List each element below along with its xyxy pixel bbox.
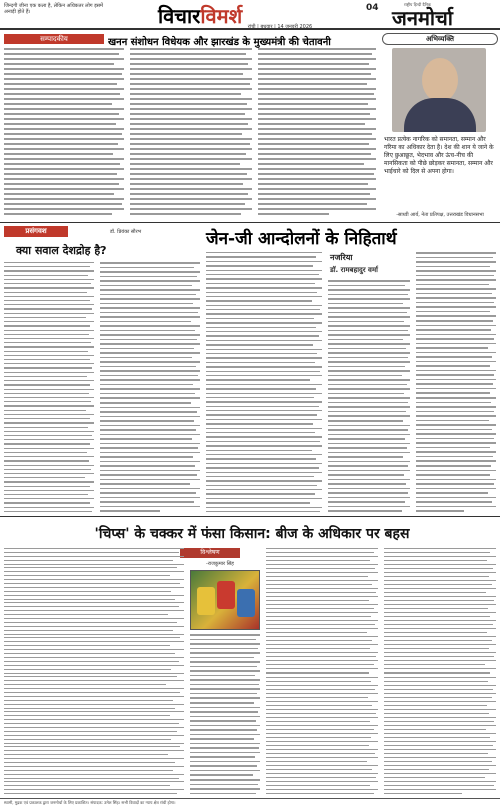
portrait-body	[404, 98, 476, 132]
dateline: रांची | बुधवार | 14 जनवरी 2026	[247, 24, 313, 30]
bottom-column-4	[384, 548, 496, 794]
genz-column-3	[416, 252, 496, 512]
bottom-column-3	[266, 548, 378, 794]
section-title-part-1: विचार	[158, 4, 201, 28]
prasang-label: प्रसंगवश	[4, 226, 68, 237]
section-title-part-2: विमर्श	[200, 4, 243, 28]
sidebar-quote-author: -साध्वी आर्य, नेता प्रतिपक्ष, उत्तराखंड विधानसभा	[396, 212, 484, 218]
genz-headline: जेन-जी आन्दोलनों के निहितार्थ	[206, 229, 397, 249]
chips-photo	[190, 570, 260, 630]
prasang-headline: क्या सवाल देशद्रोह है?	[16, 244, 107, 257]
prasang-column-1	[4, 262, 94, 512]
chips-packet	[237, 589, 255, 617]
page-number: 04	[366, 3, 379, 13]
genz-byline: डॉ. रामबहादुर वर्मा	[330, 266, 378, 274]
chips-packet	[217, 581, 235, 609]
portrait-photo	[392, 48, 486, 132]
brand-logo: जनमोर्चा	[392, 6, 453, 30]
divider	[0, 222, 500, 223]
genz-column-2	[328, 280, 410, 512]
bottom-headline: 'चिप्स' के चक्कर में फंसा किसान: बीज के अधिकार पर बहस	[94, 526, 410, 542]
editorial-column-1	[4, 48, 124, 222]
masthead	[0, 0, 500, 30]
imprint-footer: स्वामी, मुद्रक एवं प्रकाशक द्वारा जनमोर्चा के लिए प्रकाशित। संपादक: उमेश सिंह। सभी विवादों का न्याय क्षेत्र रांची होगा।	[0, 798, 500, 808]
editorial-headline: खनन संशोधन विधेयक और झारखंड के मुख्यमंत्री की चेतावनी	[108, 37, 331, 48]
divider	[0, 516, 500, 517]
portrait-face	[422, 58, 458, 102]
bottom-byline: -राजकुमार सिंह	[206, 561, 234, 567]
genz-column-label: नजरिया	[330, 253, 353, 262]
brand-tagline: राष्ट्रीय हिन्दी दैनिक	[404, 2, 431, 7]
genz-column-1	[206, 252, 322, 512]
prasang-column-2	[100, 262, 200, 512]
sidebar-quote: भारत प्रत्येक नागरिक को समानता, सम्मान और गरिमा का अधिकार देता है। देश की शान ये जाने के लिए छुआछूत, भेदभाव और ऊंच-नीच की मानसिकता को पीछे छोड़कर समानता, सम्मान और भाईचारे को दिल से अपना होगा।	[384, 136, 494, 175]
prasang-byline: डॉ. प्रियंका सौरभ	[110, 229, 142, 235]
editorial-column-3	[258, 48, 376, 222]
sidebar-label: अभिव्यक्ति	[382, 33, 498, 45]
bottom-column-1	[4, 548, 184, 794]
chips-packet	[197, 587, 215, 615]
masthead-quote: जिन्दगी जीना एक कला है, लेकिन अधिकतर लोग इसमें अनाड़ी होते हैं।	[4, 3, 104, 15]
bottom-tag: विश्लेषण	[180, 548, 240, 558]
bottom-column-2	[190, 634, 260, 794]
editorial-column-2	[130, 48, 252, 222]
editorial-label: सम्पादकीय	[4, 34, 104, 44]
